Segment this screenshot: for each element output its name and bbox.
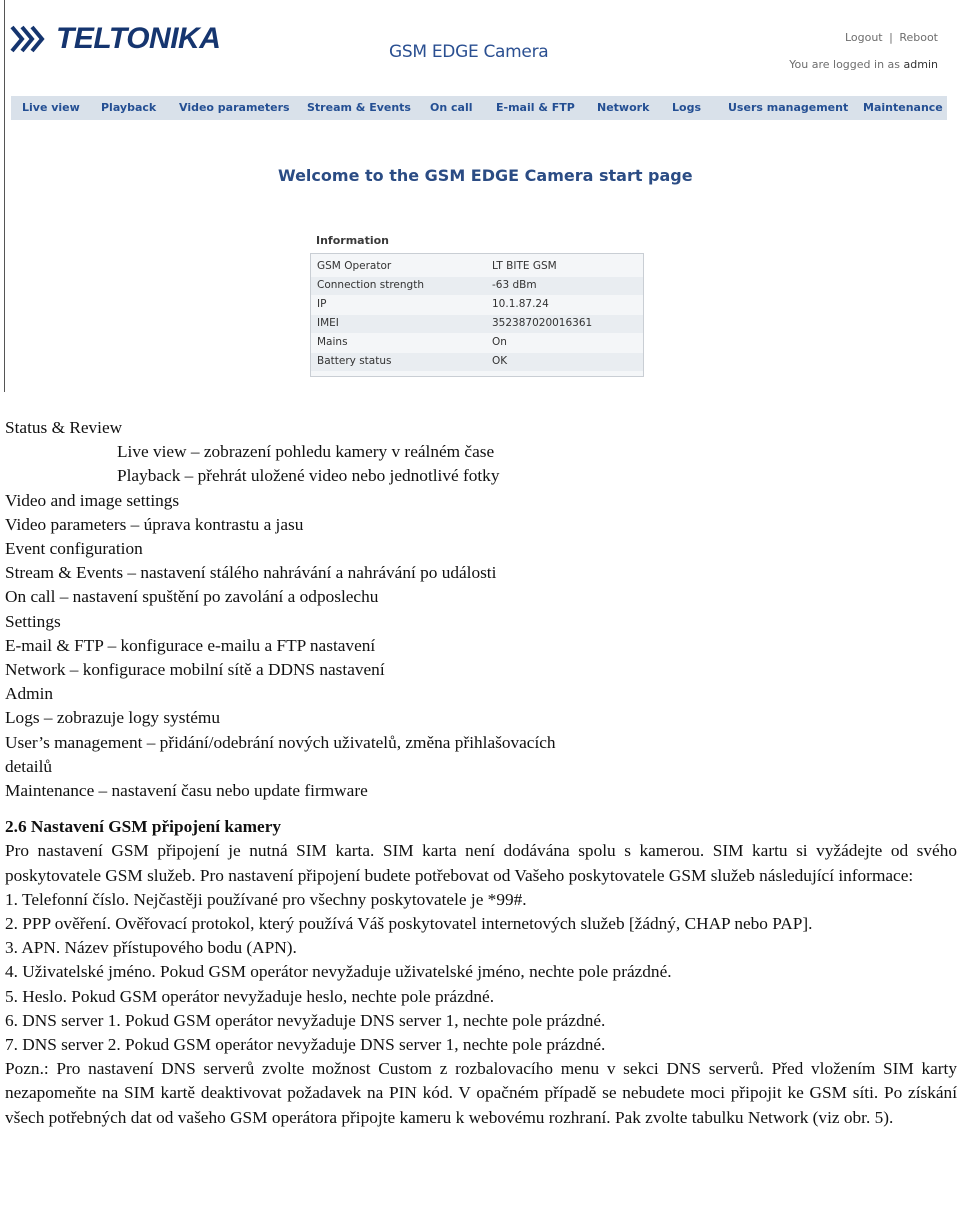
nav-users-management[interactable]: Users management [728,101,849,114]
logout-link[interactable]: Logout [844,31,883,44]
info-key: Battery status [317,355,392,367]
menu-line: Admin [5,684,54,704]
list-item: 1. Telefonní číslo. Nejčastěji používané pro všechny poskytovatele je *99#. [5,889,527,909]
intro-paragraph: Pro nastavení GSM připojení je nutná SIM karta. SIM karta není dodávána spolu s kamerou. SIM kartu si vyžádejte od svého poskytovatele GSM služeb. Pro nastavení připojení budete potřebovat od Vašeho poskytovatele GSM služeb následující informace: [5,841,957,885]
info-key: Connection strength [317,279,424,291]
info-row [311,315,643,333]
info-key: IMEI [317,317,339,329]
menu-line: On call – nastavení spuštění po zavolání a odposlechu [5,587,379,607]
info-value: On [492,336,507,348]
info-row [311,258,643,276]
list-item: 4. Uživatelské jméno. Pokud GSM operátor nevyžaduje uživatelské jméno, nechte pole prázdné. [5,962,672,982]
document-body [5,416,957,1130]
teltonika-logo [10,14,220,64]
menu-line: Playback – přehrát uložené video nebo jednotlivé fotky [117,466,500,486]
list-item: 6. DNS server 1. Pokud GSM operátor nevyžaduje DNS server 1, nechte pole prázdné. [5,1010,606,1030]
info-value: 10.1.87.24 [492,298,549,310]
user-links [789,31,938,71]
logo-mark-icon [10,19,52,59]
menu-line: Video and image settings [5,490,180,510]
info-row [311,277,643,295]
info-key: IP [317,298,327,310]
menu-line: User’s management – přidání/odebrání nových uživatelů, změna přihlašovacích [5,732,556,752]
screenshot-left-border [4,0,5,392]
reboot-link[interactable]: Reboot [899,31,938,44]
nav-network[interactable]: Network [597,101,650,114]
info-value: OK [492,355,508,367]
nav-on-call[interactable]: On call [430,101,473,114]
info-value: 352387020016361 [492,317,593,329]
menu-line: Settings [5,611,61,631]
link-separator: | [889,31,893,44]
info-row [311,296,643,314]
list-item: 3. APN. Název přístupového bodu (APN). [5,938,297,958]
info-key: GSM Operator [317,260,392,272]
menu-line: E-mail & FTP – konfigurace e-mailu a FTP nastavení [5,635,376,655]
main-navigation [11,96,947,120]
nav-logs[interactable]: Logs [672,101,701,114]
nav-email-ftp[interactable]: E-mail & FTP [496,101,575,114]
welcome-heading: Welcome to the GSM EDGE Camera start page [278,166,693,185]
list-item: 7. DNS server 2. Pokud GSM operátor nevyžaduje DNS server 1, nechte pole prázdné. [5,1035,606,1055]
note-paragraph: Pozn.: Pro nastavení DNS serverů zvolte možnost Custom z rozbalovacího menu v sekci DNS serverů. Před vložením SIM karty nezapomeňte na SIM kartě deaktivovat požadavek na PIN kód. V opačném případě se nebudete moci připojit ke GSM síti. Po získání všech potřebných dat od vašeho GSM operátora připojte kameru k webovému rozhraní. Pak zvolte tabulku Network (viz obr. 5). [5,1059,957,1127]
menu-line: Network – konfigurace mobilní sítě a DDNS nastavení [5,660,385,680]
info-value: -63 dBm [492,279,537,291]
info-key: Mains [317,336,348,348]
list-item: 5. Heslo. Pokud GSM operátor nevyžaduje heslo, nechte pole prázdné. [5,986,495,1006]
nav-maintenance[interactable]: Maintenance [863,101,943,114]
nav-stream-events[interactable]: Stream & Events [307,101,411,114]
login-status [789,58,938,71]
information-heading: Information [316,234,389,247]
menu-line: Maintenance – nastavení času nebo update firmware [5,781,368,801]
menu-line: Stream & Events – nastavení stálého nahrávání a nahrávání po události [5,563,497,583]
nav-video-parameters[interactable]: Video parameters [179,101,290,114]
menu-line: Status & Review [5,418,123,437]
menu-line: Live view – zobrazení pohledu kamery v reálném čase [117,442,495,462]
info-row [311,334,643,352]
app-title: GSM EDGE Camera [389,42,549,62]
brand-name: TELTONIKA [56,22,221,55]
information-table [310,253,644,377]
section-heading: 2.6 Nastavení GSM připojení kamery [5,817,282,837]
list-item: 2. PPP ověření. Ověřovací protokol, který používá Váš poskytovatel internetových služeb [žádný, CHAP nebo PAP]. [5,914,813,934]
login-prefix: You are logged in as [789,58,901,71]
menu-line: Event configuration [5,539,143,559]
nav-live-view[interactable]: Live view [22,101,80,114]
menu-line: Logs – zobrazuje logy systému [5,708,221,728]
menu-line: detailů [5,756,53,776]
login-user: admin [903,58,938,71]
info-row [311,353,643,371]
spacer [5,803,957,815]
nav-playback[interactable]: Playback [101,101,157,114]
info-value: LT BITE GSM [492,260,557,272]
menu-line: Video parameters – úprava kontrastu a jasu [5,514,304,534]
camera-ui-screenshot [0,0,960,392]
